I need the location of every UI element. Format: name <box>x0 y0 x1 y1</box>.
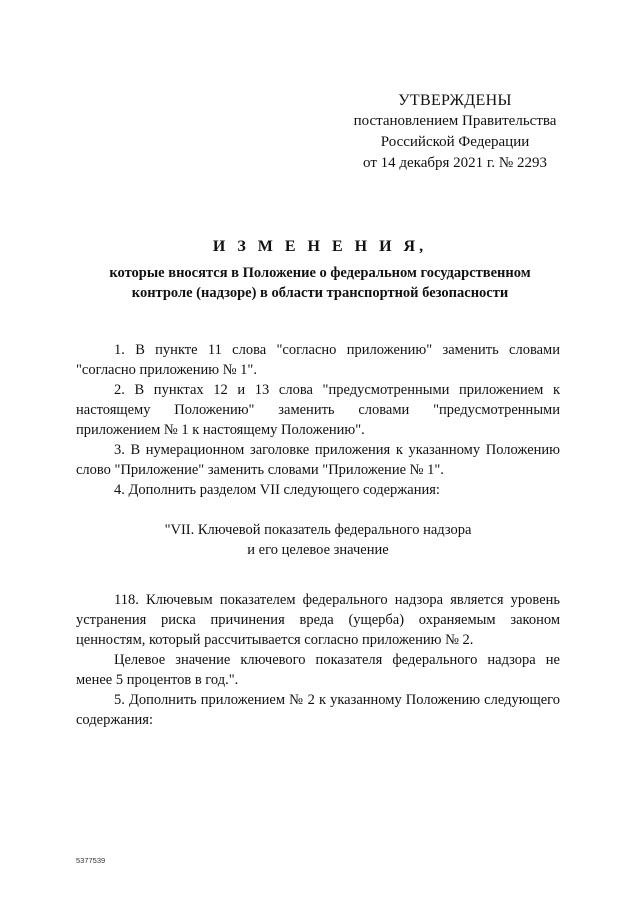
approval-line-1: постановлением Правительства <box>353 113 557 129</box>
paragraph-3: 3. В нумерационном заголовке приложения к указанному Положению слово "Приложение" заменить словами "Приложение № 1". <box>76 442 560 478</box>
paragraph-1: 1. В пункте 11 слова "согласно приложению" заменить словами "согласно приложению № 1". <box>76 342 560 378</box>
paragraph-2: 2. В пунктах 12 и 13 слова "предусмотренными приложением к настоящему Положению" заменить словами "предусмотренными приложением № 1 к настоящему Положению". <box>76 382 560 438</box>
section-heading-line-2: и его целевое значение <box>247 542 389 558</box>
footer-document-code: 5377539 <box>76 856 106 865</box>
approval-stamp <box>330 90 580 174</box>
paragraph-7: 5. Дополнить приложением № 2 к указанному Положению следующего содержания: <box>76 692 560 728</box>
paragraph-5: 118. Ключевым показателем федерального надзора является уровень устранения риска причинения вреда (ущерба) охраняемым законом ценностям, который рассчитывается согласно приложению № 2. <box>76 592 560 648</box>
approval-line-2: Российской Федерации <box>380 134 530 150</box>
paragraph-4: 4. Дополнить разделом VII следующего содержания: <box>114 482 440 498</box>
document-title: И З М Е Н Е Н И Я, <box>212 238 428 255</box>
paragraph-6: Целевое значение ключевого показателя федерального надзора не менее 5 процентов в год.". <box>76 652 560 688</box>
document-subtitle: которые вносятся в Положение о федеральном государственном контроле (надзоре) в области транспортной безопасности <box>109 265 531 301</box>
section-heading <box>76 520 560 560</box>
document-body <box>76 340 560 730</box>
section-heading-line-1: "VII. Ключевой показатель федерального надзора <box>164 522 472 538</box>
approval-line-3: от 14 декабря 2021 г. № 2293 <box>363 155 547 171</box>
approval-title: УТВЕРЖДЕНЫ <box>398 92 512 109</box>
